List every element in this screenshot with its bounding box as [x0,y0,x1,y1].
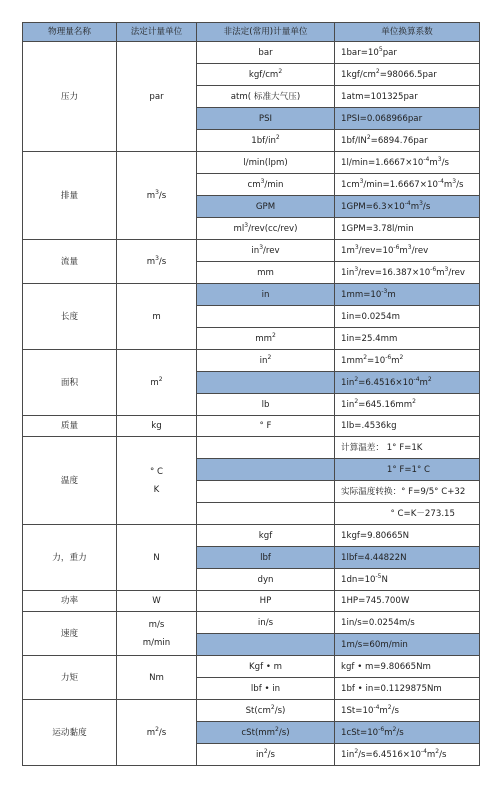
common-unit-cell: $1bf/in^2$ [197,130,335,152]
conversion-factor-cell: $1dn=10^{-5}N$ [335,569,480,591]
conversion-factor-cell: ° C=K－273.15 [335,503,480,525]
table-row [23,525,480,547]
common-unit-cell: in/s [197,612,335,634]
common-unit-cell: kgf/$cm^2$ [197,64,335,86]
common-unit-cell: $in^3$/rev [197,240,335,262]
common-unit-cell: $St(cm^2/s)$ [197,700,335,722]
table-row [23,240,480,262]
header-common-unit: 非法定(常用)计量单位 [197,23,335,42]
conversion-factor-cell: $1in^2/s=6.4516\times 10^{-4}m^2/s$ [335,744,480,766]
common-unit-cell [197,503,335,525]
header-legal-unit: 法定计量单位 [117,23,197,42]
quantity-name-cell: 质量 [23,416,117,437]
conversion-factor-cell: 1HP=745.700W [335,591,480,612]
conversion-factor-cell: $1mm^2=10^{-6}m^2$ [335,350,480,372]
conversion-factor-cell: 1atm=101325par [335,86,480,108]
quantity-name-cell: 长度 [23,284,117,350]
common-unit-cell: $in^2/s$ [197,744,335,766]
unit-conversion-table [22,22,480,766]
conversion-factor-cell: $1GPM=6.3\times 10^{-4}m^3/s$ [335,196,480,218]
common-unit-cell: kgf [197,525,335,547]
conversion-factor-cell: 1PSI=0.068966par [335,108,480,130]
legal-unit-cell: m/s m/min [117,612,197,656]
quantity-name-cell: 面积 [23,350,117,416]
conversion-factor-cell: 1m/s=60m/min [335,634,480,656]
common-unit-cell: $cm^3/\min$ [197,174,335,196]
table-row [23,437,480,459]
header-conversion-factor: 单位换算系数 [335,23,480,42]
common-unit-cell [197,372,335,394]
quantity-name-cell: 流量 [23,240,117,284]
conversion-factor-cell: 1in/s=0.0254m/s [335,612,480,634]
common-unit-cell: GPM [197,196,335,218]
common-unit-cell: mm [197,262,335,284]
common-unit-cell: atm( 标准大气压) [197,86,335,108]
quantity-name-cell: 力，重力 [23,525,117,591]
common-unit-cell: dyn [197,569,335,591]
legal-unit-cell: $m^3/s$ [117,152,197,240]
conversion-factor-cell: $1in^2=6.4516\times 10^{-4}m^2$ [335,372,480,394]
common-unit-cell: l/min(lpm) [197,152,335,174]
quantity-name-cell: 速度 [23,612,117,656]
conversion-factor-cell: $1l/\min=1.6667\times 10^{-4}m^3/s$ [335,152,480,174]
table-row [23,416,480,437]
legal-unit-cell: kg [117,416,197,437]
legal-unit-cell: par [117,42,197,152]
legal-unit-cell: $m^3/s$ [117,240,197,284]
legal-unit-cell: ° C K [117,437,197,525]
conversion-factor-cell: 1in=25.4mm [335,328,480,350]
common-unit-cell: ° F [197,416,335,437]
legal-unit-cell: N [117,525,197,591]
conversion-factor-cell: 1GPM=3.78l/min [335,218,480,240]
legal-unit-cell: $m^2/s$ [117,700,197,766]
conversion-factor-cell: $1in^2=645.16mm^2$ [335,394,480,416]
table-body [23,42,480,766]
quantity-name-cell: 排量 [23,152,117,240]
conversion-factor-cell: $1in^3/rev=16.387\times 10^{-6}m^3$/rev [335,262,480,284]
common-unit-cell: $cSt(mm^2/s)$ [197,722,335,744]
common-unit-cell [197,437,335,459]
conversion-factor-cell: 1° F=1° C [335,459,480,481]
conversion-factor-cell: 1lb=.4536kg [335,416,480,437]
conversion-factor-cell: 实际温度转换：° F=9/5° C+32 [335,481,480,503]
common-unit-cell: HP [197,591,335,612]
table-row [23,152,480,174]
conversion-factor-cell: $1St=10^{-4}m^2/s$ [335,700,480,722]
common-unit-cell [197,634,335,656]
table-row [23,591,480,612]
conversion-factor-cell: $1mm=10^{-3}m$ [335,284,480,306]
table-row [23,612,480,634]
conversion-factor-cell: $1kgf/cm^2=98066.5par$ [335,64,480,86]
conversion-factor-cell: 1kgf=9.80665N [335,525,480,547]
conversion-factor-cell: 1lbf=4.44822N [335,547,480,569]
table-row [23,700,480,722]
table-row [23,42,480,64]
legal-unit-cell: W [117,591,197,612]
conversion-factor-cell: $1cm^3/\min=1.6667\times 10^{-4}m^3/s$ [335,174,480,196]
legal-unit-cell: m [117,284,197,350]
common-unit-cell: in [197,284,335,306]
quantity-name-cell: 温度 [23,437,117,525]
common-unit-cell: $mm^2$ [197,328,335,350]
header-row [23,23,480,42]
conversion-factor-cell: 1in=0.0254m [335,306,480,328]
common-unit-cell: PSI [197,108,335,130]
quantity-name-cell: 运动黏度 [23,700,117,766]
conversion-factor-cell: 1bf • in=0.1129875Nm [335,678,480,700]
common-unit-cell [197,306,335,328]
common-unit-cell: lbf • in [197,678,335,700]
common-unit-cell: bar [197,42,335,64]
common-unit-cell: $in^2$ [197,350,335,372]
common-unit-cell: lbf [197,547,335,569]
common-unit-cell: Kgf • m [197,656,335,678]
quantity-name-cell: 力矩 [23,656,117,700]
quantity-name-cell: 功率 [23,591,117,612]
header-quantity-name: 物理量名称 [23,23,117,42]
legal-unit-cell: $m^2$ [117,350,197,416]
legal-unit-cell: Nm [117,656,197,700]
common-unit-cell: $ml^3/rev(cc/rev)$ [197,218,335,240]
table-row [23,350,480,372]
conversion-factor-cell: $1m^3/rev=10^{-6}m^3$/rev [335,240,480,262]
table-row [23,284,480,306]
conversion-factor-cell: $1bf/IN^2=6894.76par$ [335,130,480,152]
conversion-factor-cell: kgf • m=9.80665Nm [335,656,480,678]
conversion-factor-cell: $1cSt=10^{-6}m^2/s$ [335,722,480,744]
conversion-factor-cell: 计算温差： 1° F=1K [335,437,480,459]
table-row [23,656,480,678]
common-unit-cell [197,481,335,503]
quantity-name-cell: 压力 [23,42,117,152]
common-unit-cell: lb [197,394,335,416]
conversion-factor-cell: $1bar=10^5par$ [335,42,480,64]
common-unit-cell [197,459,335,481]
